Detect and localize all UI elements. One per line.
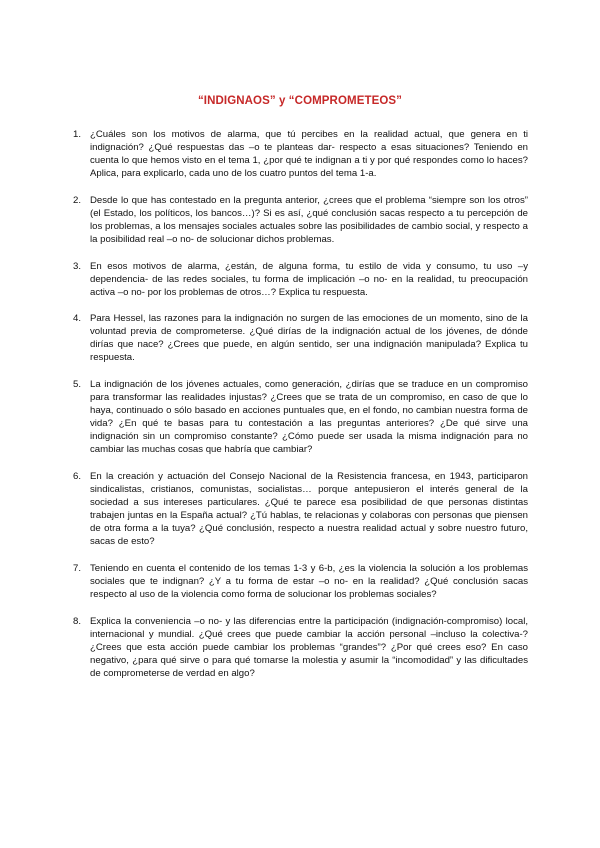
question-item-4 [73,312,528,364]
question-number: 8. [73,615,82,627]
question-list [73,128,528,693]
question-text: La indignación de los jóvenes actuales, como generación, ¿dirías que se traduce en un compromiso para transformar las realidades injustas? ¿Crees que se trata de un compromiso, en caso de que lo haya, continuado o sólo basado en acciones puntuales que, en el fondo, no cambian nuestra forma de vida? ¿En qué te basas para tu contestación a las preguntas anteriores? ¿De qué sirve una indignación sin un compromiso constante? ¿Cómo puede ser usada la misma indignación para no cambiar las muchas cosas que habría que cambiar? [90,378,528,456]
question-number: 6. [73,470,82,482]
question-item-5 [73,378,528,457]
document-title: “INDIGNAOS” y “COMPROMETEOS” [197,95,403,107]
question-number: 3. [73,260,82,272]
question-item-6 [73,470,528,549]
question-number: 2. [73,194,82,206]
question-item-8 [73,615,528,680]
question-text: En esos motivos de alarma, ¿están, de alguna forma, tu estilo de vida y consumo, tu uso –y dependencia- de las redes sociales, tu forma de implicación –o no- en la realidad, tu preocupación activa –o no- por los problemas de otros…? Explica tu respuesta. [90,260,528,298]
question-number: 4. [73,313,82,325]
question-number: 7. [73,562,82,574]
question-item-7 [73,562,528,601]
question-item-1 [73,128,528,180]
question-text: Para Hessel, las razones para la indignación no surgen de las emociones de un momento, sino de la voluntad previa de comprometerse. ¿Qué dirías de la indignación actual de los jóvenes, de dónde dirías que nace? ¿Crees que puede, en algún sentido, ser una indignación manipulada? Explica tu respuesta. [90,313,528,364]
question-text: Teniendo en cuenta el contenido de los temas 1-3 y 6-b, ¿es la violencia la solución a los problemas sociales que te indignan? ¿Y a tu forma de estar –o no- en la realidad? ¿Qué conclusión sacas respecto al uso de la violencia como forma de solucionar los problemas sociales? [90,562,528,601]
question-text: Desde lo que has contestado en la pregunta anterior, ¿crees que el problema “siempre son los otros” (el Estado, los políticos, los bancos…)? Si es así, ¿qué conclusión sacas respecto a tu percepción de los problemas, a los mensajes sociales actuales sobre las posibilidades de cambio social, y respecto a la posibilidad real –o no- de solucionar dichos problemas. [90,194,528,246]
question-item-3 [73,260,528,299]
question-text: Explica la conveniencia –o no- y las diferencias entre la participación (indignación-compromiso) local, internacional y mundial. ¿Qué crees que puede cambiar la acción personal –incluso la colectiva-? ¿Crees que esta acción puede cambiar los problemas “grandes”? ¿Por qué crees eso? En caso negativo, ¿para qué sirve o para qué tomarse la molestia y asumir la “incomodidad” y las dificultades de comprometerse de verdad en algo? [90,615,528,679]
question-text: En la creación y actuación del Consejo Nacional de la Resistencia francesa, en 1943, participaron sindicalistas, cristianos, comunistas, socialistas… porque antepusieron el interés general de la sociedad a sus intereses particulares. ¿Qué te parece esa posibilidad de que personas distintas trabajen juntas en la España actual? ¿Tú hablas, te relacionas y colaboras con personas que piensen de otra forma a la tuya? ¿Qué conclusión, respecto a nuestra realidad actual y sobre nuestro futuro, sacas de esto? [90,470,528,548]
question-number: 1. [73,129,82,140]
question-text: ¿Cuáles son los motivos de alarma, que tú percibes en la realidad actual, que genera en ti indignación? ¿Qué respuestas das –o te planteas dar- respecto a esas situaciones? Teniendo en cuenta lo que hemos visto en el tema 1, ¿por qué te indignan a ti y por qué respondes como lo haces? Aplica, para explicarlo, cada uno de los cuatro puntos del tema 1-a. [90,129,528,180]
question-item-2 [73,194,528,246]
question-number: 5. [73,378,82,390]
